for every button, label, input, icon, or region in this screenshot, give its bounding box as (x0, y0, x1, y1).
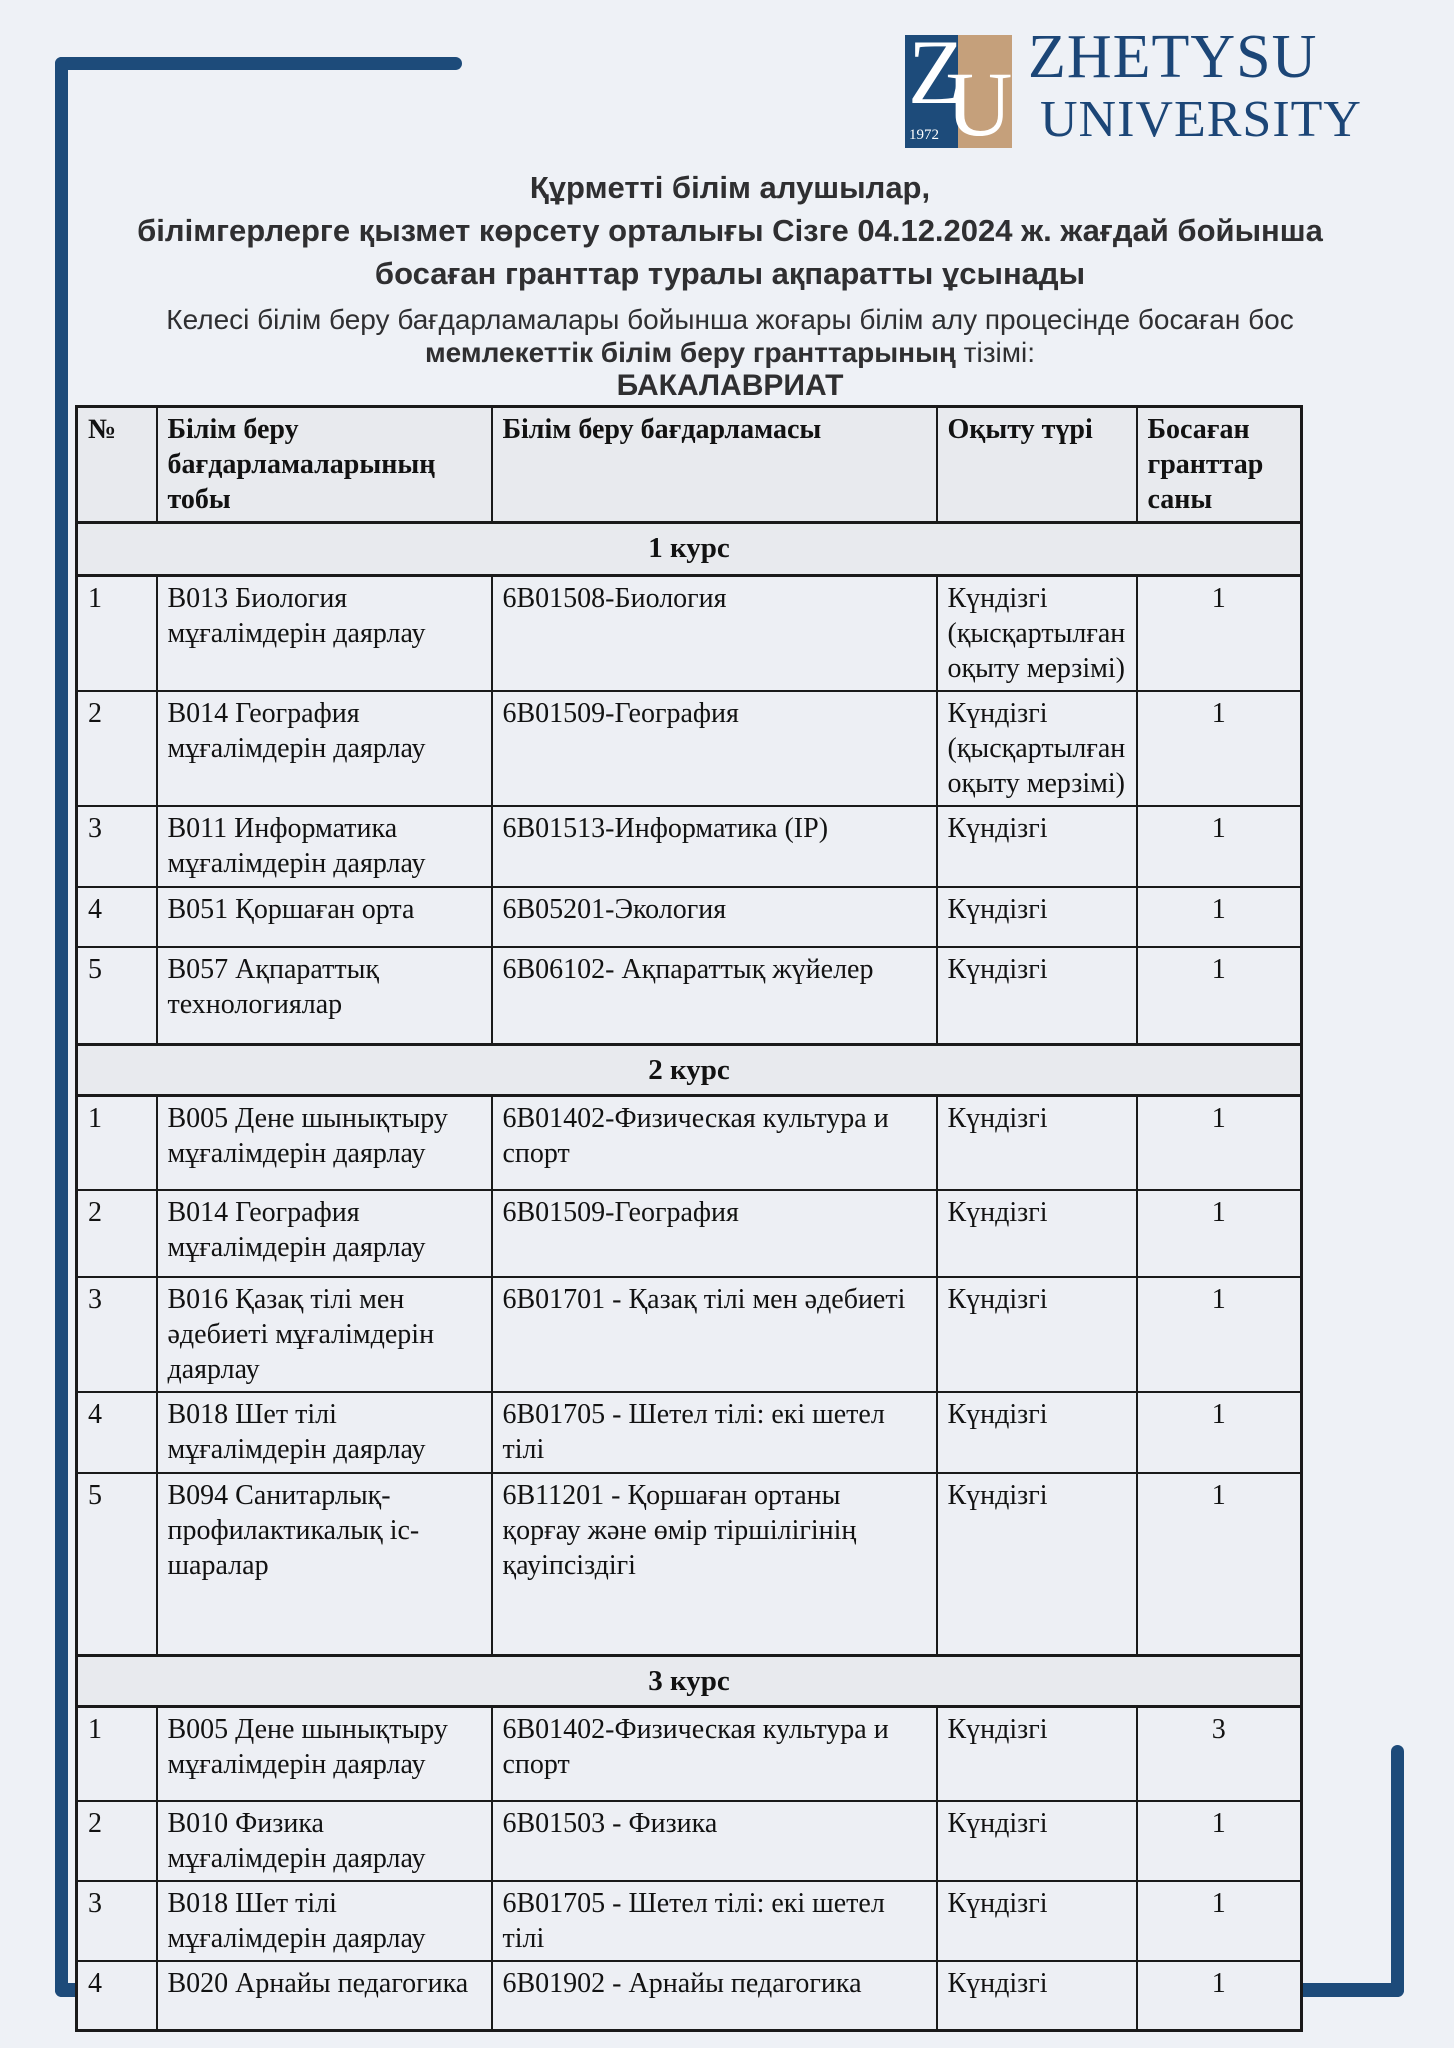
cell-program: 6B01509-География (492, 691, 937, 806)
table-row (77, 1095, 1302, 1190)
table-row (77, 947, 1302, 1044)
course-section-row (77, 1044, 1302, 1095)
logo-year: 1972 (909, 127, 939, 143)
table-row (77, 806, 1302, 887)
cell-group: B005 Дене шынықтыру мұғалімдерін даярлау (157, 1095, 492, 1190)
course-section-title: 3 курс (77, 1655, 1302, 1706)
logo-letter-u: U (946, 53, 1013, 155)
cell-mode: Күндізгі (937, 1801, 1137, 1881)
cell-mode: Күндізгі (937, 1881, 1137, 1961)
cell-num: 1 (77, 1095, 157, 1190)
cell-mode: Күндізгі (937, 887, 1137, 947)
cell-group: B057 Ақпараттық технологиялар (157, 947, 492, 1044)
cell-group: B014 География мұғалімдерін даярлау (157, 691, 492, 806)
cell-count: 1 (1137, 1961, 1302, 2031)
greeting-line-1: Құрметті білім алушылар, (529, 170, 931, 205)
table-row (77, 1881, 1302, 1961)
cell-program: 6B11201 - Қоршаған ортаны қорғау және өмір тіршілігінің қауіпсіздігі (492, 1473, 937, 1655)
cell-group: B094 Санитарлық-профилактикалық іс-шаралар (157, 1473, 492, 1655)
table-row (77, 691, 1302, 806)
cell-program: 6B01402-Физическая культура и спорт (492, 1095, 937, 1190)
logo-wordmark-line2: UNIVERSITY (1040, 91, 1362, 148)
cell-program: 6B01513-Информатика (IP) (492, 806, 937, 887)
intro-block (70, 303, 1390, 402)
grants-table-wrap (75, 405, 1303, 2032)
cell-num: 5 (77, 947, 157, 1044)
cell-count: 3 (1137, 1707, 1302, 1801)
cell-program: 6B01508-Биология (492, 576, 937, 692)
cell-num: 4 (77, 887, 157, 947)
cell-count: 1 (1137, 1801, 1302, 1881)
frame-top-bar (55, 57, 462, 70)
cell-mode: Күндізгі (937, 1277, 1137, 1392)
table-row (77, 1277, 1302, 1392)
greeting-line-3: босаған гранттар туралы ақпаратты ұсынады (374, 256, 1086, 291)
table-row (77, 1190, 1302, 1277)
table-row (77, 1707, 1302, 1801)
cell-mode: Күндізгі (937, 947, 1137, 1044)
cell-count: 1 (1137, 576, 1302, 692)
cell-mode: Күндізгі (қысқартылған оқыту мерзімі) (937, 691, 1137, 806)
cell-group: B014 География мұғалімдерін даярлау (157, 1190, 492, 1277)
cell-num: 3 (77, 1277, 157, 1392)
col-header-mode: Оқыту түрі (937, 407, 1137, 523)
cell-mode: Күндізгі (937, 806, 1137, 887)
frame-left-bar (55, 57, 68, 1997)
logo-letter-z: Z (908, 21, 965, 123)
cell-count: 1 (1137, 806, 1302, 887)
cell-group: B020 Арнайы педагогика (157, 1961, 492, 2031)
cell-count: 1 (1137, 1277, 1302, 1392)
cell-num: 2 (77, 1190, 157, 1277)
cell-program: 6B01902 - Арнайы педагогика (492, 1961, 937, 2031)
cell-mode: Күндізгі (қысқартылған оқыту мерзімі) (937, 576, 1137, 692)
cell-group: B010 Физика мұғалімдерін даярлау (157, 1801, 492, 1881)
cell-num: 1 (77, 1707, 157, 1801)
intro-bold-part: мемлекеттік білім беру гранттарының (424, 337, 956, 368)
cell-program: 6B01705 - Шетел тілі: екі шетел тілі (492, 1881, 937, 1961)
table-row (77, 576, 1302, 692)
greeting-line-2: білімгерлерге қызмет көрсету орталығы Сізге 04.12.2024 ж. жағдай бойынша (137, 213, 1323, 248)
cell-num: 3 (77, 1881, 157, 1961)
cell-num: 4 (77, 1961, 157, 2031)
cell-group: B011 Информатика мұғалімдерін даярлау (157, 806, 492, 887)
cell-mode: Күндізгі (937, 1392, 1137, 1473)
cell-program: 6B06102- Ақпараттық жүйелер (492, 947, 937, 1044)
grants-table-body (77, 523, 1302, 2031)
table-header-row (77, 407, 1302, 523)
cell-group: B018 Шет тілі мұғалімдерін даярлау (157, 1881, 492, 1961)
logo-wordmark (1028, 23, 1373, 148)
greeting-block (70, 166, 1390, 295)
cell-num: 4 (77, 1392, 157, 1473)
cell-group: B013 Биология мұғалімдерін даярлау (157, 576, 492, 692)
cell-mode: Күндізгі (937, 1707, 1137, 1801)
cell-count: 1 (1137, 947, 1302, 1044)
intro-line-1: Келесі білім беру бағдарламалары бойынша жоғары білім алу процесінде босаған бос (166, 304, 1294, 335)
degree-title: БАКАЛАВРИАТ (616, 369, 844, 402)
cell-program: 6B01509-География (492, 1190, 937, 1277)
cell-count: 1 (1137, 1392, 1302, 1473)
cell-count: 1 (1137, 887, 1302, 947)
cell-program: 6B05201-Экология (492, 887, 937, 947)
cell-num: 3 (77, 806, 157, 887)
cell-group: B016 Қазақ тілі мен әдебиеті мұғалімдерін даярлау (157, 1277, 492, 1392)
cell-group: B005 Дене шынықтыру мұғалімдерін даярлау (157, 1707, 492, 1801)
col-header-count: Босаған гранттар саны (1137, 407, 1302, 523)
logo-wordmark-line1: ZHETYSU (1028, 23, 1318, 91)
cell-count: 1 (1137, 691, 1302, 806)
table-row (77, 1392, 1302, 1473)
cell-count: 1 (1137, 1095, 1302, 1190)
cell-mode: Күндізгі (937, 1473, 1137, 1655)
cell-group: B018 Шет тілі мұғалімдерін даярлау (157, 1392, 492, 1473)
cell-mode: Күндізгі (937, 1961, 1137, 2031)
grants-table (75, 405, 1303, 2032)
table-row (77, 1473, 1302, 1655)
course-section-title: 1 курс (77, 523, 1302, 576)
cell-mode: Күндізгі (937, 1190, 1137, 1277)
cell-program: 6B01402-Физическая культура и спорт (492, 1707, 937, 1801)
table-row (77, 1801, 1302, 1881)
intro-line-2 (70, 336, 1390, 369)
cell-num: 5 (77, 1473, 157, 1655)
table-row (77, 1961, 1302, 2031)
table-row (77, 887, 1302, 947)
cell-count: 1 (1137, 1190, 1302, 1277)
cell-mode: Күндізгі (937, 1095, 1137, 1190)
col-header-num: № (77, 407, 157, 523)
cell-num: 1 (77, 576, 157, 692)
col-header-program: Білім беру бағдарламасы (492, 407, 937, 523)
course-section-row (77, 1655, 1302, 1706)
cell-program: 6B01503 - Физика (492, 1801, 937, 1881)
cell-program: 6B01705 - Шетел тілі: екі шетел тілі (492, 1392, 937, 1473)
cell-num: 2 (77, 691, 157, 806)
frame-right-bar (1391, 1745, 1404, 1997)
cell-count: 1 (1137, 1881, 1302, 1961)
course-section-row (77, 523, 1302, 576)
cell-count: 1 (1137, 1473, 1302, 1655)
cell-num: 2 (77, 1801, 157, 1881)
col-header-group: Білім беру бағдарламаларының тобы (157, 407, 492, 523)
course-section-title: 2 курс (77, 1044, 1302, 1095)
cell-group: B051 Қоршаған орта (157, 887, 492, 947)
intro-tail: тізімі: (955, 337, 1036, 368)
cell-program: 6B01701 - Қазақ тілі мен әдебиеті (492, 1277, 937, 1392)
